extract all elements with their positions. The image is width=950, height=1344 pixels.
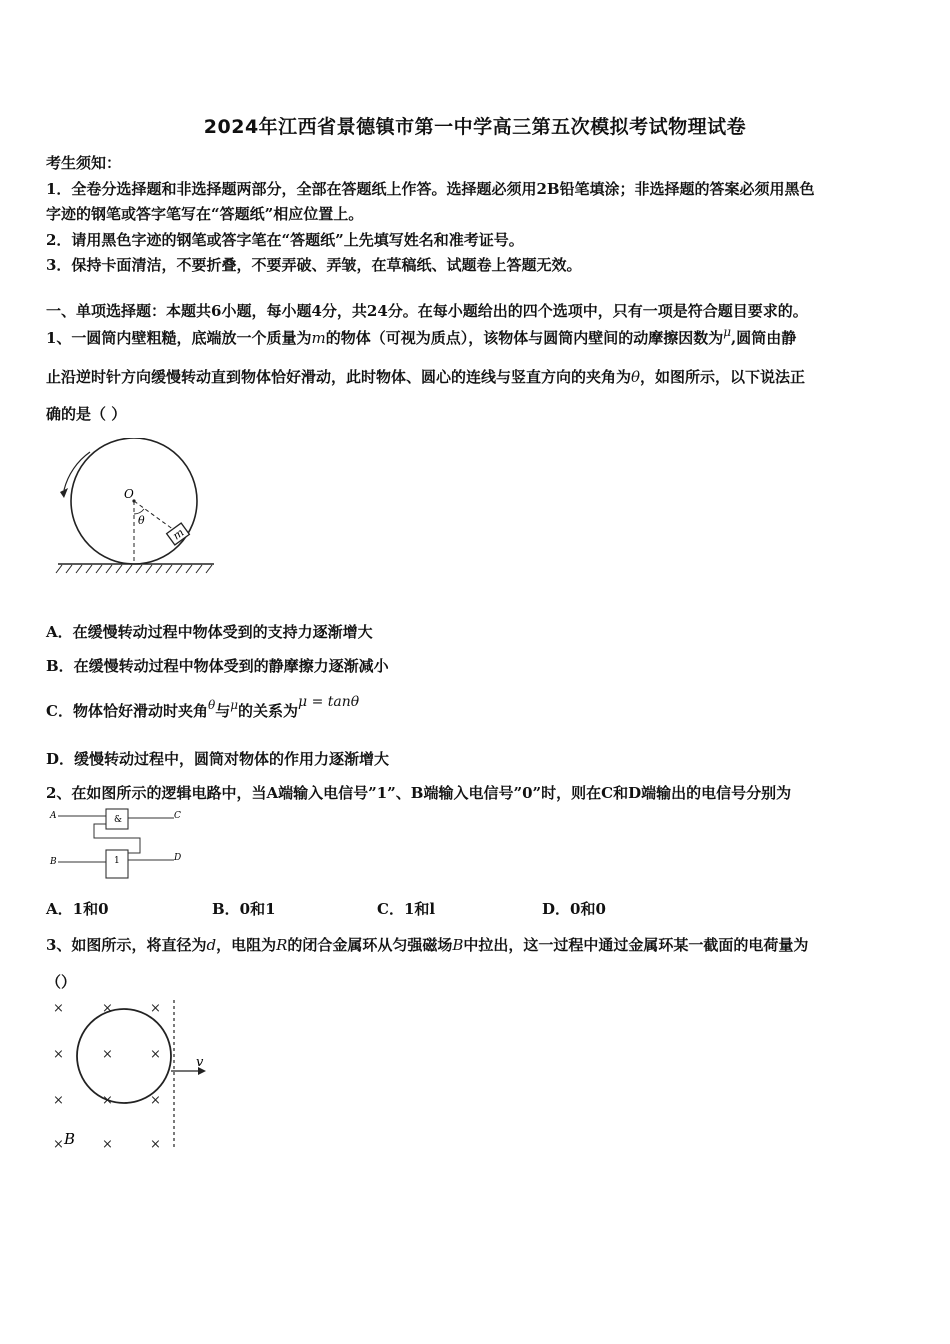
field-cross: × [102, 1047, 113, 1062]
notice-item-1b: 字迹的钢笔或答字笔写在“答题纸”相应位置上。 [46, 205, 364, 223]
q3-r-symbol: R [276, 936, 288, 954]
q3-text: 中拉出，这一过程中通过金属环某一截面的电荷量为 [463, 936, 809, 954]
page-title: 2024年江西省景德镇市第一中学高三第五次模拟考试物理试卷 [203, 116, 747, 138]
q1-mass-symbol: m [311, 329, 326, 347]
q1-optc-text: 与 [215, 702, 231, 720]
output-d-label: D [174, 853, 182, 863]
output-c-label: C [174, 811, 181, 821]
q1-theta-symbol: θ [631, 368, 641, 386]
q3-stem-line2: （） [46, 973, 77, 991]
field-cross: × [102, 1137, 113, 1152]
center-label: O [124, 487, 134, 501]
notice-heading: 考生须知： [46, 154, 122, 172]
q1-stem-line3: 确的是（ ） [46, 405, 127, 423]
q1-option-b: B．在缓慢转动过程中物体受到的静摩擦力逐渐减小 [46, 657, 389, 675]
q1-text: ，如图所示，以下说法正 [640, 368, 806, 386]
section-heading: 一、单项选择题：本题共6小题，每小题4分，共24分。在每小题给出的四个选项中，只有一项是符合题目要求的。 [46, 302, 808, 320]
q2-option-b: B．0和1 [212, 900, 276, 918]
q3-stem-line1 [46, 934, 808, 955]
q1-text: 的物体（可视为质点），该物体与圆筒内壁间的动摩擦因数为 [325, 329, 724, 347]
and-gate-symbol: & [114, 815, 123, 825]
q1-text: ,圆筒由静 [731, 329, 797, 347]
input-b-label: B [50, 857, 57, 867]
notice-item-2: 2．请用黑色字迹的钢笔或答字笔在“答题纸”上先填写姓名和准考证号。 [46, 231, 524, 249]
q1-option-c [46, 694, 360, 721]
q1-optc-text: 的关系为 [238, 702, 299, 720]
not-gate-symbol: 1 [114, 856, 120, 866]
q1-stem-line2 [46, 366, 805, 387]
mass-label: m [170, 525, 187, 543]
field-cross: × [102, 1093, 113, 1108]
q1-text: 止沿逆时针方向缓慢转动直到物体恰好滑动，此时物体、圆心的连线与竖直方向的夹角为 [46, 368, 632, 386]
q3-d-symbol: d [206, 936, 217, 954]
q2-option-a: A．1和0 [46, 900, 109, 918]
q3-b-symbol: B [452, 936, 464, 954]
q2-option-c: C．1和l [377, 900, 436, 918]
field-cross: × [53, 1001, 64, 1016]
q1-optc-text: C．物体恰好滑动时夹角 [46, 702, 208, 720]
field-cross: × [150, 1001, 161, 1016]
q1-text: 1、一圆筒内壁粗糙，底端放一个质量为 [46, 329, 312, 347]
field-cross: × [102, 1001, 113, 1016]
field-cross: × [53, 1093, 64, 1108]
q1-optc-formula: μ = tanθ [298, 694, 360, 710]
q3-text: 3、如图所示，将直径为 [46, 936, 207, 954]
q1-optc-theta: θ [207, 698, 216, 712]
q1-mu-symbol: μ [723, 325, 732, 339]
q2-logic-circuit [48, 806, 193, 886]
q1-option-a: A．在缓慢转动过程中物体受到的支持力逐渐增大 [46, 623, 373, 641]
field-cross: × [150, 1137, 161, 1152]
q3-text: ，电阻为 [216, 936, 277, 954]
q1-stem-line1 [46, 327, 796, 348]
q3-magnetic-field-figure [48, 996, 218, 1156]
field-cross: × [150, 1047, 161, 1062]
field-cross: × [53, 1137, 64, 1152]
ground-hatching [56, 565, 212, 573]
notice-item-3: 3．保持卡面清洁，不要折叠，不要弄破、弄皱，在草稿纸、试题卷上答题无效。 [46, 256, 582, 274]
angle-label: θ [138, 514, 145, 527]
field-cross: × [53, 1047, 64, 1062]
velocity-label: v [196, 1055, 204, 1070]
q1-option-d: D．缓慢转动过程中，圆筒对物体的作用力逐渐增大 [46, 750, 390, 768]
rotation-arrow [64, 452, 90, 490]
q2-stem: 2、在如图所示的逻辑电路中，当A端输入电信号”1”、B端输入电信号”0”时，则在C和D端输出的电信号分别为 [46, 784, 792, 802]
field-cross: × [150, 1093, 161, 1108]
q1-cylinder-figure [52, 438, 222, 578]
q1-optc-mu: μ [230, 698, 239, 712]
q2-option-d: D．0和0 [542, 900, 606, 918]
field-label: B [64, 1130, 76, 1148]
q3-text: 的闭合金属环从匀强磁场 [287, 936, 453, 954]
input-a-label: A [50, 811, 57, 821]
notice-item-1a: 1．全卷分选择题和非选择题两部分，全部在答题纸上作答。选择题必须用2B铅笔填涂；非选择题的答案必须用黑色 [46, 180, 815, 198]
